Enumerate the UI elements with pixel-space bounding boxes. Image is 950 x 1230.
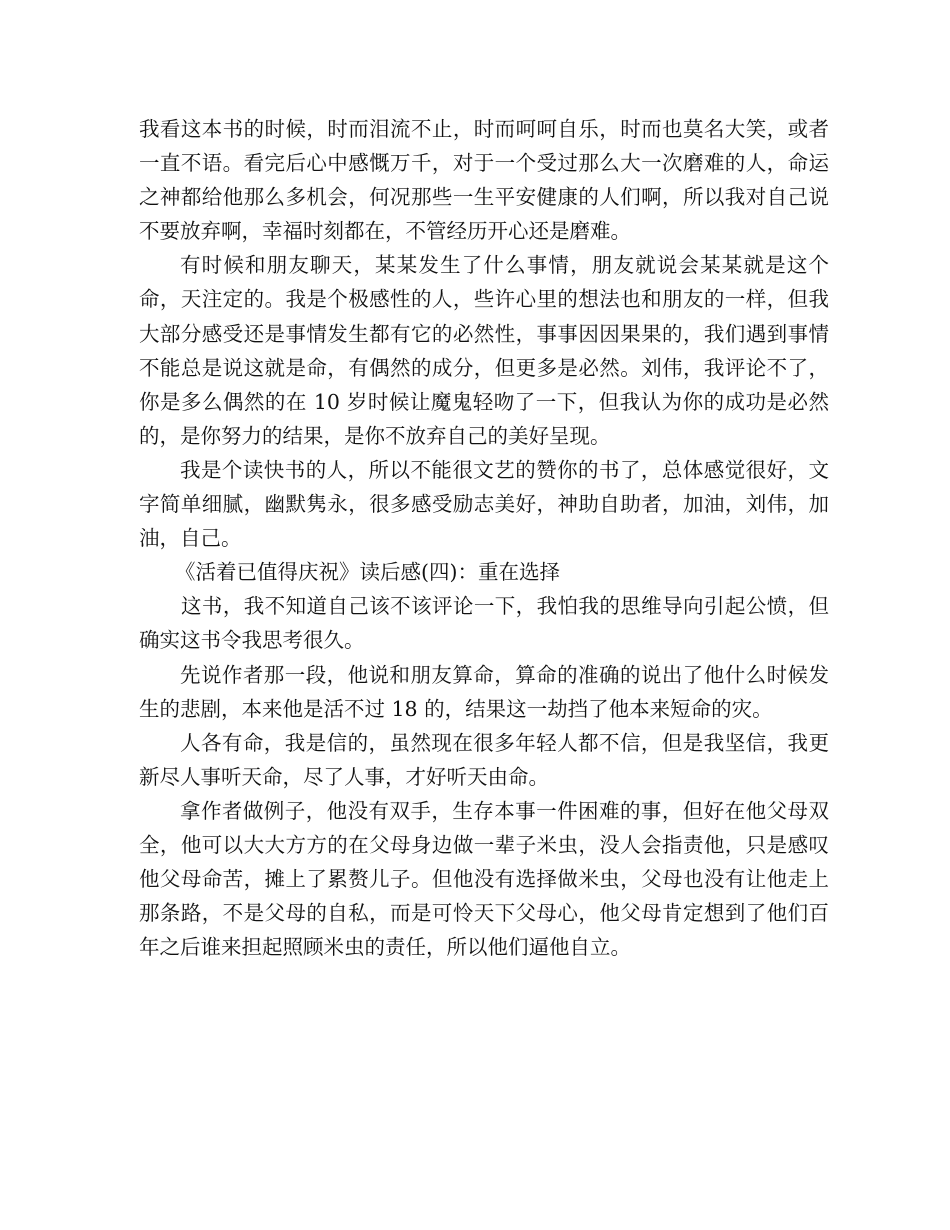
paragraph-4: 这书，我不知道自己该不该评论一下，我怕我的思维导向引起公愤，但确实这书令我思考很久。 [139, 594, 829, 653]
paragraph-2: 有时候和朋友聊天，某某发生了什么事情，朋友就说会某某就是这个命，天注定的。我是个极感性的人，些许心里的想法也和朋友的一样，但我大部分感受还是事情发生都有它的必然性，事事因因果果的，我们遇到事情不能总是说这就是命，有偶然的成分，但更多是必然。刘伟，我评论不了，你是多么偶然的在 10 岁时候让魔鬼轻吻了一下，但我认为你的成功是必然的，是你努力的结果，是你不放弃自己的美好呈现。 [139, 253, 829, 448]
paragraph-6: 人各有命，我是信的，虽然现在很多年轻人都不信，但是我坚信，我更新尽人事听天命，尽了人事，才好听天由命。 [139, 730, 829, 789]
document-body [139, 112, 829, 964]
paragraph-1: 我看这本书的时候，时而泪流不止，时而呵呵自乐，时而也莫名大笑，或者一直不语。看完后心中感慨万千，对于一个受过那么大一次磨难的人，命运之神都给他那么多机会，何况那些一生平安健康的人们啊，所以我对自己说不要放弃啊，幸福时刻都在，不管经历开心还是磨难。 [139, 117, 829, 244]
paragraph-3: 我是个读快书的人，所以不能很文艺的赞你的书了，总体感觉很好，文字简单细腻，幽默隽永，很多感受励志美好，神助自助者，加油，刘伟，加油，自己。 [139, 457, 829, 551]
section-heading: 《活着已值得庆祝》读后感(四)：重在选择 [175, 560, 560, 585]
paragraph-5: 先说作者那一段，他说和朋友算命，算命的准确的说出了他什么时候发生的悲剧，本来他是活不过 18 的，结果这一劫挡了他本来短命的灾。 [139, 662, 829, 721]
paragraph-7: 拿作者做例子，他没有双手，生存本事一件困难的事，但好在他父母双全，他可以大大方方的在父母身边做一辈子米虫，没人会指责他，只是感叹他父母命苦，摊上了累赘儿子。但他没有选择做米虫，父母也没有让他走上那条路，不是父母的自私，而是可怜天下父母心，他父母肯定想到了他们百年之后谁来担起照顾米虫的责任，所以他们逼他自立。 [139, 798, 829, 960]
